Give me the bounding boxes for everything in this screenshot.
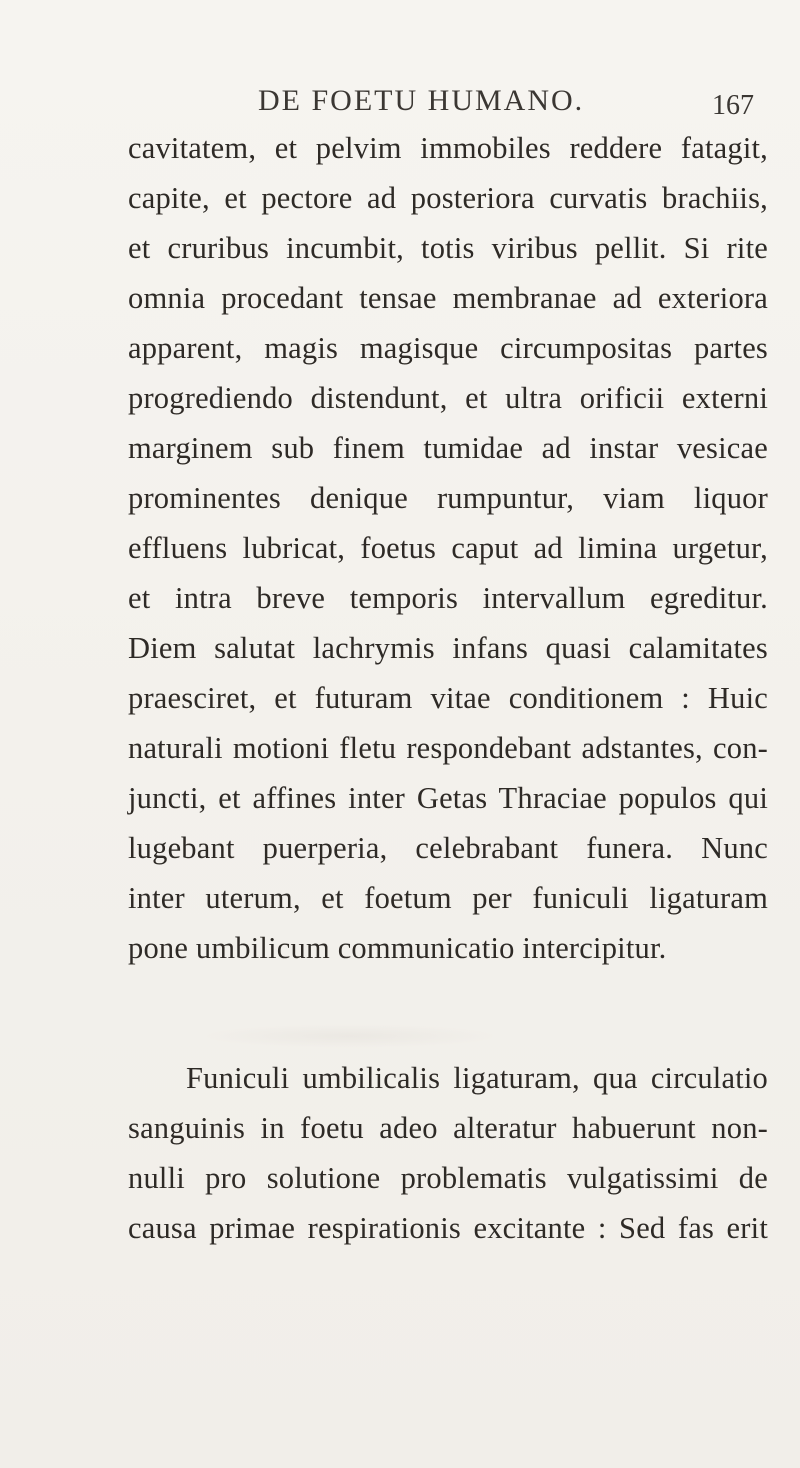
- text-line: effluens lubricat, foetus caput ad limina urgetur,: [128, 531, 768, 565]
- text-line: et intra breve temporis intervallum egreditur.: [128, 581, 768, 615]
- text-line: inter uterum, et foetum per funiculi ligaturam: [128, 881, 768, 915]
- text-line: prominentes denique rumpuntur, viam liquor: [128, 481, 768, 515]
- text-line: cavitatem, et pelvim immobiles reddere fatagit,: [128, 131, 768, 165]
- text-line: capite, et pectore ad posteriora curvatis brachiis,: [128, 181, 768, 215]
- text-line: et cruribus incumbit, totis viribus pellit. Si rite: [128, 231, 768, 265]
- bleed-through-smudge: [200, 1024, 500, 1048]
- text-line: omnia procedant tensae membranae ad exteriora: [128, 281, 768, 315]
- text-line: naturali motioni fletu respondebant adstantes, con-: [128, 731, 768, 765]
- page-number: 167: [712, 90, 754, 121]
- text-line: praesciret, et futuram vitae conditionem : Huic: [128, 681, 768, 715]
- text-line: apparent, magis magisque circumpositas partes: [128, 331, 768, 365]
- text-line: marginem sub finem tumidae ad instar vesicae: [128, 431, 768, 465]
- text-line: pone umbilicum communicatio intercipitur.: [128, 931, 667, 965]
- text-line: sanguinis in foetu adeo alteratur habuerunt non-: [128, 1111, 768, 1145]
- running-title: DE FOETU HUMANO.: [258, 84, 585, 117]
- text-line: juncti, et affines inter Getas Thraciae populos qui: [128, 781, 768, 815]
- text-line: nulli pro solutione problematis vulgatissimi de: [128, 1161, 768, 1195]
- text-line: Diem salutat lachrymis infans quasi calamitates: [128, 631, 768, 665]
- text-line: Funiculi umbilicalis ligaturam, qua circulatio: [186, 1061, 768, 1095]
- text-line: progrediendo distendunt, et ultra orificii externi: [128, 381, 768, 415]
- text-line: lugebant puerperia, celebrabant funera. Nunc: [128, 831, 768, 865]
- text-line: causa primae respirationis excitante : Sed fas erit: [128, 1211, 768, 1245]
- running-head: [0, 76, 800, 121]
